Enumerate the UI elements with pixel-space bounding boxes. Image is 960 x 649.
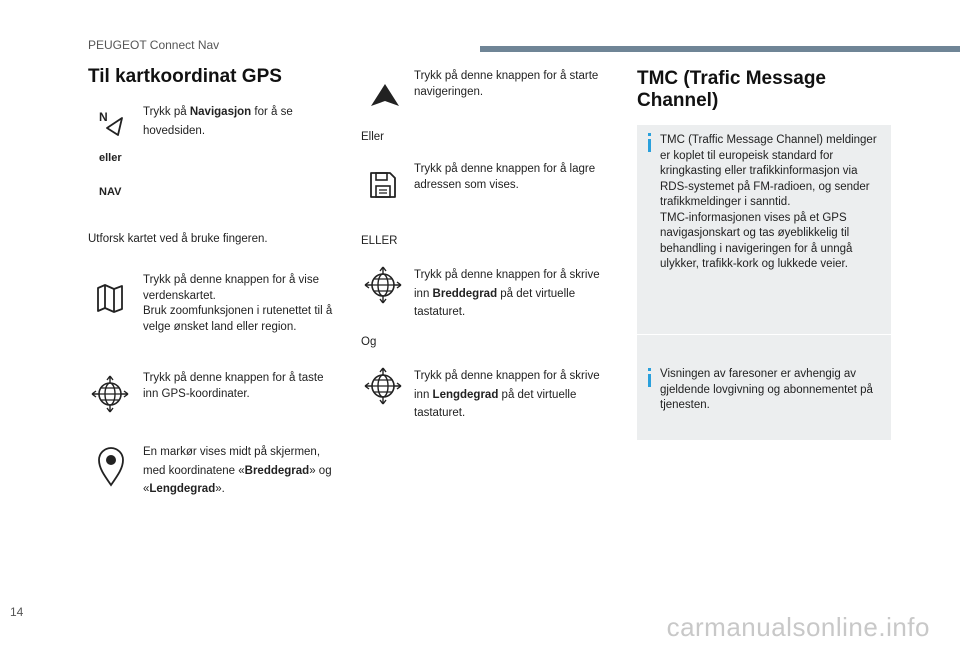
globe-longitude-icon	[364, 367, 402, 405]
world-map-icon	[94, 282, 126, 314]
start-navigation-icon	[369, 82, 401, 108]
section-title-tmc: TMC (Trafic Message Channel)	[637, 68, 826, 111]
page-number: 14	[10, 605, 24, 619]
info-text-tmc: TMC (Traffic Message Channel) meldinger er koplet til europeisk standard for kringkasting eller trafikkinformasjon via RDS-systemet på FM-radioen, og sender trafikkmeldinger i sanntid. TMC-informasjonen vises på et GPS navigasjonskart og tas øyeblikkelig til behandling i navigeringen for å unngå ulykker, trafikk-kork og lukkede veier.	[660, 134, 877, 270]
running-header: PEUGEOT Connect Nav	[88, 38, 220, 52]
eller-label: eller	[99, 152, 122, 164]
globe-latitude-icon	[364, 266, 402, 304]
section-title-gps: Til kartkoordinat GPS	[88, 66, 282, 87]
map-marker-icon	[96, 445, 126, 487]
step-longitude: Trykk på denne knappen for å skrive inn Lengdegrad på det virtuelle tastaturet.	[414, 370, 600, 419]
info-icon	[648, 374, 651, 387]
nav-label: NAV	[99, 186, 122, 198]
og-text: Og	[361, 336, 377, 348]
info-text-hazard: Visningen av faresoner er avhengig av gjeldende lovgivning og abonnementet på tjenesten.	[660, 368, 873, 411]
info-icon-dot	[648, 133, 651, 136]
eller-text: Eller	[361, 131, 385, 143]
step-marker: En markør vises midt på skjermen, med koordinatene «Breddegrad» og «Lengdegrad».	[143, 446, 332, 495]
eller-caps-text: ELLER	[361, 235, 398, 247]
info-icon-dot	[648, 368, 651, 371]
nav-n-label: N	[99, 110, 108, 124]
info-icon	[648, 139, 651, 152]
step-latitude: Trykk på denne knappen for å skrive inn Breddegrad på det virtuelle tastaturet.	[414, 269, 600, 318]
step-start-navigation: Trykk på denne knappen for å starte navigeringen.	[414, 70, 599, 98]
step-gps-coordinates: Trykk på denne knappen for å taste inn GPS-koordinater.	[143, 372, 324, 400]
step-world-map: Trykk på denne knappen for å vise verdenskartet. Bruk zoomfunksjonen i rutenettet til å velge ønsket land eller region.	[143, 274, 333, 333]
step-navigasjon: Trykk på Navigasjon for å se hovedsiden.	[143, 106, 293, 137]
header-bar	[480, 46, 960, 52]
globe-crosshair-icon	[91, 375, 129, 413]
step-save-address: Trykk på denne knappen for å lagre adressen som vises.	[414, 163, 596, 191]
watermark: carmanualsonline.info	[666, 612, 930, 642]
save-icon	[368, 170, 398, 200]
navigation-arrow-icon	[104, 116, 124, 138]
explore-text: Utforsk kartet ved å bruke fingeren.	[88, 233, 268, 245]
